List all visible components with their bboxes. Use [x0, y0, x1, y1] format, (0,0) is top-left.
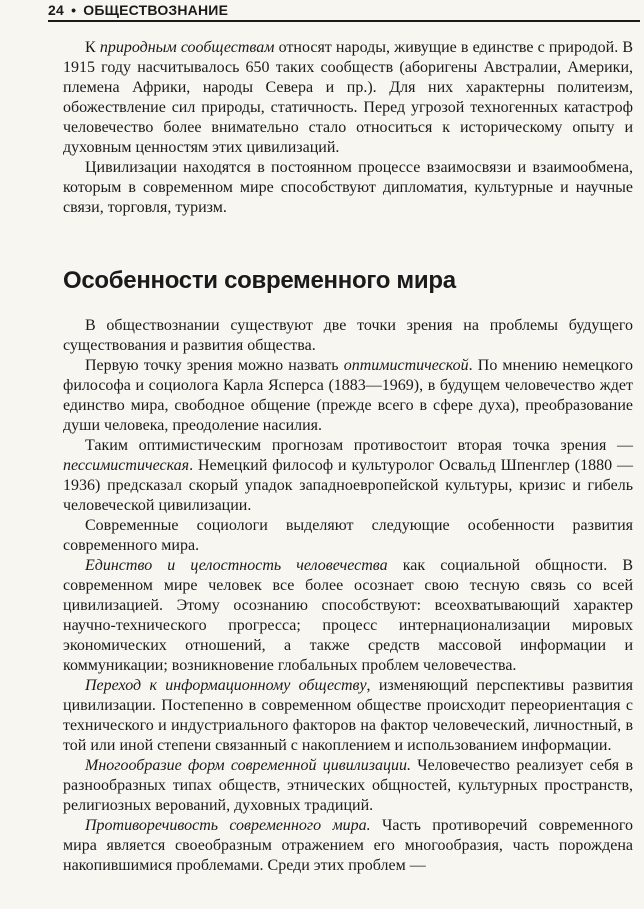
section-name: ОБЩЕСТВОЗНАНИЕ: [83, 2, 229, 18]
section-heading: Особенности современного мира: [63, 267, 456, 294]
paragraph: В обществознании существуют две точки зрения на проблемы будущего существования и развития общества.: [63, 317, 633, 354]
paragraph: Многообразие форм современной цивилизации. Человечество реализует себя в разнообразных типах обществ, этнических общностей, культурных пространств, религиозных верований, духовных традиций.: [63, 757, 633, 814]
emphasis: Единство и целостность человечества: [85, 557, 388, 574]
paragraph: Противоречивость современного мира. Часть противоречий современного мира является своеобразным отражением его многообразия, часть порождена накопившимися проблемами. Среди этих проблем —: [63, 817, 634, 874]
body-block: [63, 316, 633, 876]
paragraph: Таким оптимистическим прогнозам противостоит вторая точка зрения — пессимистическая. Немецкий философ и культуролог Освальд Шпенглер (1880 —1936) предсказал скорый упадок западноевропейской культуры, кризис и гибель человеческой цивилизации.: [63, 437, 633, 514]
paragraph: Переход к информационному обществу, изменяющий перспективы развития цивилизации. Постепенно в современном обществе происходит переориентация с технического и индустриального факторов на фактор человеческий, личностный, в той или иной степени связанный с накоплением и использованием информации.: [63, 677, 633, 754]
paragraph: Современные социологи выделяют следующие особенности развития современного мира.: [63, 517, 633, 554]
page-number: 24: [48, 2, 64, 18]
emphasis: оптимистической: [343, 357, 469, 374]
running-header: [48, 0, 640, 22]
emphasis: пессимистическая: [63, 457, 190, 474]
paragraph: Единство и целостность человечества как социальной общности. В современном мире человек все более осознает свою тесную связь со всей цивилизацией. Этому осознанию способствуют: всеохватывающий характер научно-технического прогресса; процесс интернационализации мировых экономических отношений, а также средств массовой информации и коммуникации; возникновение глобальных проблем человечества.: [63, 557, 634, 674]
paragraph: Цивилизации находятся в постоянном процессе взаимосвязи и взаимообмена, которым в современном мире способствуют дипломатия, культурные и научные связи, торговля, туризм.: [63, 159, 633, 216]
emphasis: Переход к информационному обществу: [85, 677, 367, 694]
paragraph: К природным сообществам относят народы, живущие в единстве с природой. В 1915 году насчитывалось 650 таких сообществ (аборигены Австралии, Америки, племена Африки, народы Севера и пр.). Для них характерны политеизм, обожествление сил природы, статичность. Перед угрозой техногенных катастроф человечество более внимательно стало относиться к историческому опыту и духовным ценностям этих цивилизаций.: [63, 39, 634, 156]
header-bullet: •: [71, 2, 77, 18]
paragraph: Первую точку зрения можно назвать оптимистической. По мнению немецкого философа и социолога Карла Ясперса (1883—1969), в будущем человечество ждет единство мира, свободное общение (прежде всего в сфере духа), преобразование души человека, преодоление насилия.: [63, 357, 633, 434]
emphasis: Противоречивость современного мира.: [85, 817, 371, 834]
emphasis: Многообразие форм современной цивилизации.: [85, 757, 411, 774]
emphasis: природным сообществам: [99, 39, 275, 56]
intro-block: [63, 38, 633, 218]
